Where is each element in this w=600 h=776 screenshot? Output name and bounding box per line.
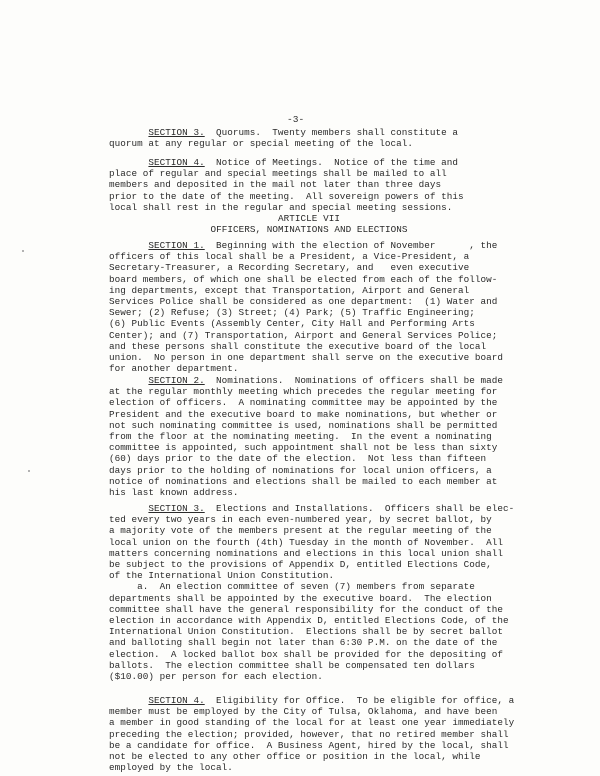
page-number: -3-: [287, 114, 305, 125]
section-line: preceding the election; provided, however, that no retired member shall: [109, 728, 509, 740]
section-heading: SECTION 3.: [148, 127, 205, 138]
section-line: for another department.: [109, 363, 239, 375]
section-line: local union on the fourth (4th) Tuesday in the month of November. All: [109, 536, 504, 548]
section-line: a majority vote of the members present at the regular meeting of the: [109, 525, 492, 537]
section-line: (60) days prior to the date of the election. Not less than fifteen: [109, 453, 487, 465]
section-line: and balloting shall begin not later than 6:30 P.M. on the date of the: [109, 637, 498, 649]
section-line: of the International Union Constitution.: [109, 570, 335, 582]
section-line: members and deposited in the mail not later than three days: [109, 179, 442, 191]
section-line: local shall rest in the regular and special meeting sessions.: [109, 201, 453, 213]
section-line: at the regular monthly meeting which precedes the regular meeting for: [109, 386, 498, 398]
section-line: from the floor at the nominating meeting. In the event a nominating: [109, 431, 492, 443]
section-line: President and the executive board to make nominations, but whether or: [109, 408, 498, 420]
section-line: committee shall have the general responsibility for the conduct of the: [109, 603, 504, 615]
section-heading: SECTION 4.: [148, 157, 205, 168]
section-line: International Union Constitution. Elections shall be by secret ballot: [109, 626, 504, 638]
section-heading: SECTION 2.: [148, 375, 205, 386]
section-line: a member in good standing of the local for at least one year immediately: [109, 717, 515, 729]
section-line: be subject to the provisions of Appendix D, entitled Elections Code,: [109, 559, 492, 571]
section-line: ted every two years in each even-numbered year, by secret ballot, by: [109, 514, 492, 526]
section-line: employed by the local.: [109, 762, 233, 774]
section-line: election in accordance with Appendix D, entitled Elections Code, of the: [109, 615, 509, 627]
section-line: committee is appointed, such appointment shall not be less than sixty: [109, 442, 498, 454]
section-line: member must be employed by the City of Tulsa, Oklahoma, and have been: [109, 706, 498, 718]
section-line: quorum at any regular or special meeting of the local.: [109, 138, 413, 150]
section-line: SECTION 3. Quorums. Twenty members shall constitute a: [148, 127, 459, 138]
scan-speck: [22, 250, 24, 252]
section-heading: SECTION 4.: [148, 695, 205, 706]
section-line: SECTION 4. Eligibility for Office. To be eligible for office, a: [148, 695, 515, 706]
scan-speck: [28, 470, 30, 472]
section-line: (6) Public Events (Assembly Center, City Hall and Performing Arts: [109, 318, 475, 330]
section-quorums: [109, 127, 509, 149]
section-line: Services Police shall be considered as one department: (1) Water and: [109, 296, 498, 308]
section-elections: [109, 503, 515, 683]
section-line: prior to the date of the meeting. All sovereign powers of this: [109, 190, 464, 202]
section-line: SECTION 3. Elections and Installations. Officers shall be elec-: [148, 503, 515, 514]
section-line: place of regular and special meetings shall be mailed to all: [109, 168, 447, 180]
section-line: election of officers. A nominating committee may be appointed by the: [109, 397, 498, 409]
article-number: ARTICLE VII: [278, 213, 340, 224]
section-notice-of-meetings: [109, 157, 509, 213]
section-line: departments shall be appointed by the executive board. The election: [109, 592, 492, 604]
section-line: not be elected to any other office or position in the local, while: [109, 751, 481, 763]
section-line: SECTION 2. Nominations. Nominations of officers shall be made: [148, 375, 504, 386]
section-heading: SECTION 3.: [148, 503, 205, 514]
section-line: ($10.00) per person for each election.: [109, 671, 323, 683]
section-line: be a candidate for office. A Business Agent, hired by the local, shall: [109, 739, 509, 751]
section-line: officers of this local shall be a President, a Vice-President, a: [109, 251, 470, 263]
article-heading: [109, 213, 509, 235]
section-heading: SECTION 1.: [148, 240, 205, 251]
section-line: days prior to the holding of nominations for local union officers, a: [109, 464, 492, 476]
section-line: matters concerning nominations and elections in this local union shall: [109, 547, 504, 559]
section-officers: [109, 240, 509, 374]
article-title: OFFICERS, NOMINATIONS AND ELECTIONS: [210, 224, 408, 236]
section-line: union. No person in one department shall serve on the executive board: [109, 352, 504, 364]
section-line: Secretary-Treasurer, a Recording Secretary, and even executive: [109, 262, 470, 274]
section-eligibility: [109, 695, 515, 774]
section-line: ballots. The election committee shall be compensated ten dollars: [109, 659, 475, 671]
section-line: and these persons shall constitute the executive board of the local: [109, 340, 487, 352]
section-line: board members, of which one shall be elected from each of the follow-: [109, 273, 498, 285]
section-line: notice of nominations and elections shall be mailed to each member at: [109, 475, 498, 487]
section-line: ing departments, except that Transportation, Airport and General: [109, 284, 470, 296]
section-line: SECTION 1. Beginning with the election of November , the: [148, 240, 498, 251]
section-line: Sewer; (2) Refuse; (3) Street; (4) Park; (5) Traffic Engineering;: [109, 307, 475, 319]
section-line: a. An election committee of seven (7) members from separate: [109, 581, 475, 593]
section-line: not such nominating committee is used, nominations shall be permitted: [109, 419, 498, 431]
section-line: his last known address.: [109, 487, 239, 499]
section-line: SECTION 4. Notice of Meetings. Notice of the time and: [148, 157, 459, 168]
section-line: election. A locked ballot box shall be provided for the depositing of: [109, 648, 504, 660]
section-nominations: [109, 375, 509, 498]
section-line: Center); and (7) Transportation, Airport and General Services Police;: [109, 329, 498, 341]
